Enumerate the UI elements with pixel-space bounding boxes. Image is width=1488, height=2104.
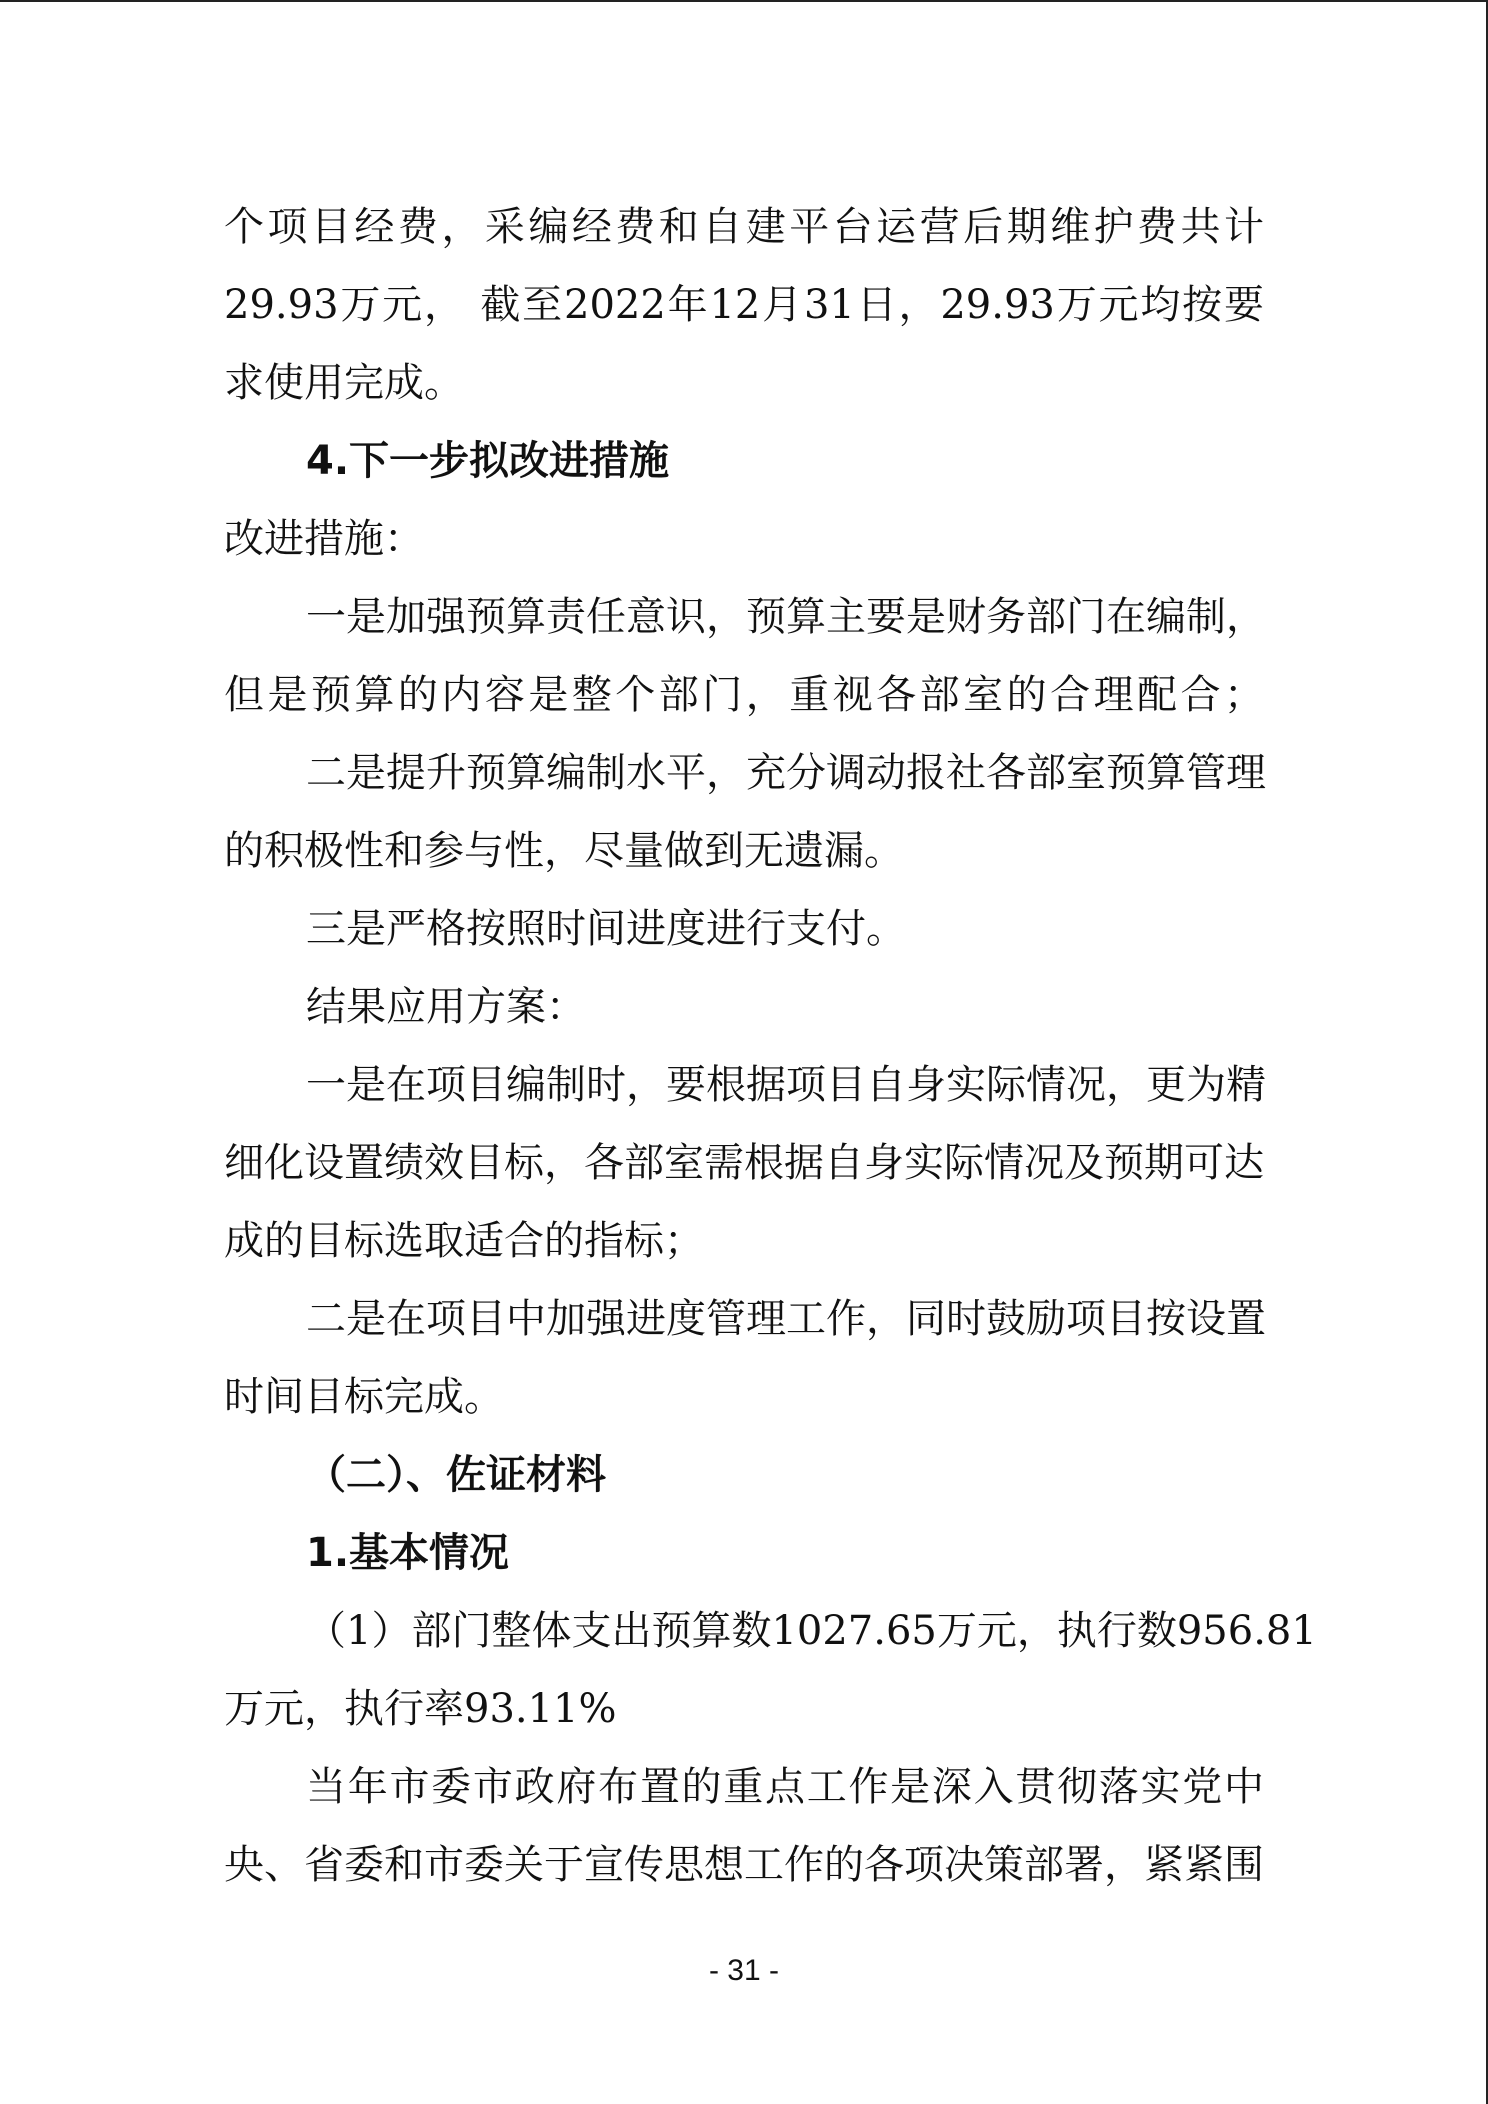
paragraph-line: 万元，执行率93.11% (224, 1686, 617, 1732)
paragraph-line: 央、省委和市委关于宣传思想工作的各项决策部署，紧紧围 (224, 1842, 1264, 1888)
paragraph-line: 求使用完成。 (224, 360, 464, 406)
page-number: - 31 - (708, 1954, 780, 1987)
paragraph-line: 三是严格按照时间进度进行支付。 (306, 906, 906, 952)
paragraph-line: 结果应用方案： (306, 984, 586, 1030)
section-heading: （二）、佐证材料 (306, 1452, 606, 1498)
paragraph-line: 二是在项目中加强进度管理工作，同时鼓励项目按设置 (306, 1296, 1266, 1342)
paragraph-line: 成的目标选取适合的指标； (224, 1218, 704, 1264)
paragraph-line: 但是预算的内容是整个部门，重视各部室的合理配合； (224, 672, 1264, 718)
paragraph-line: 细化设置绩效目标，各部室需根据自身实际情况及预期可达 (224, 1140, 1264, 1186)
paragraph-line: 二是提升预算编制水平，充分调动报社各部室预算管理 (306, 750, 1266, 796)
paragraph-line: 一是在项目编制时，要根据项目自身实际情况，更为精 (306, 1062, 1266, 1108)
paragraph-line: 个项目经费，采编经费和自建平台运营后期维护费共计 (224, 204, 1264, 250)
document-body (224, 188, 1317, 1904)
paragraph-line: （1）部门整体支出预算数1027.65万元，执行数956.81 (306, 1608, 1317, 1654)
paragraph-line: 时间目标完成。 (224, 1374, 504, 1420)
section-heading: 1.基本情况 (306, 1530, 510, 1576)
paragraph-line: 29.93万元， 截至2022年12月31日，29.93万元均按要 (224, 282, 1264, 328)
section-heading: 4.下一步拟改进措施 (306, 438, 670, 484)
paragraph-line: 改进措施： (224, 516, 424, 562)
paragraph-line: 一是加强预算责任意识，预算主要是财务部门在编制， (306, 594, 1266, 640)
paragraph-line: 的积极性和参与性，尽量做到无遗漏。 (224, 828, 904, 874)
paragraph-line: 当年市委市政府布置的重点工作是深入贯彻落实党中 (306, 1764, 1264, 1810)
